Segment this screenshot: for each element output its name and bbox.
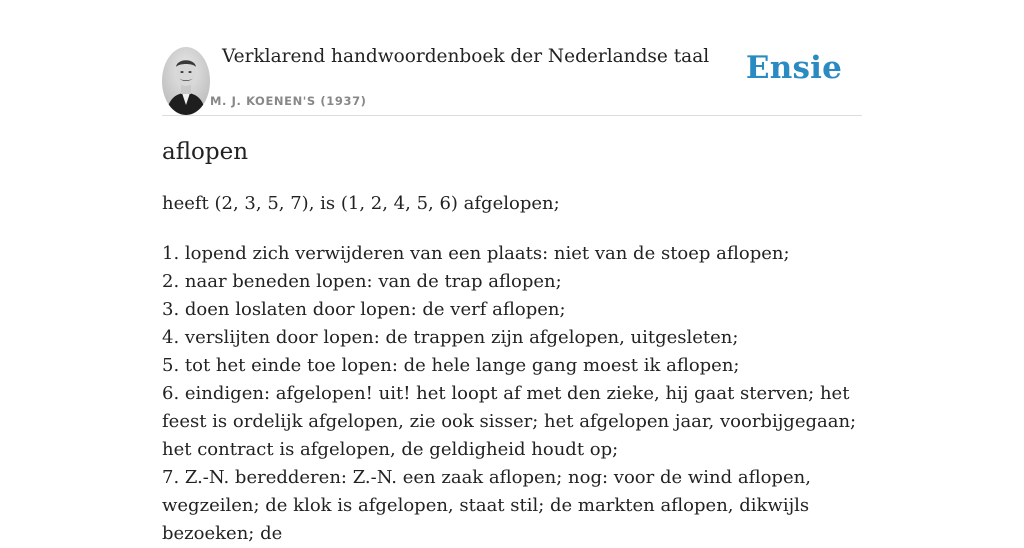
ensie-logo[interactable]: Ensie <box>745 50 842 86</box>
sense-item: 7. Z.-N. beredderen: Z.-N. een zaak aflopen; nog: voor de wind aflopen, wegzeilen; de klok is afgelopen, staat stil; de markten aflopen, dikwijls bezoeken; de <box>162 467 811 544</box>
sense-item: 3. doen loslaten door lopen: de verf aflopen; <box>162 299 566 320</box>
sense-item: 1. lopend zich verwijderen van een plaats: niet van de stoep aflopen; <box>162 243 790 264</box>
sense-item: 2. naar beneden lopen: van de trap aflopen; <box>162 271 562 292</box>
sense-list <box>162 240 864 548</box>
sense-item: 5. tot het einde toe lopen: de hele lange gang moest ik aflopen; <box>162 355 740 376</box>
book-title[interactable]: Verklarend handwoordenboek der Nederlandse taal <box>222 46 710 67</box>
sense-item: 6. eindigen: afgelopen! uit! het loopt af met den zieke, hij gaat sterven; het feest is ordelijk afgelopen, zie ook sisser; het afgelopen jaar, voorbijgegaan; het contract is afgelopen, de geldigheid houdt op; <box>162 383 857 460</box>
sense-item: 4. verslijten door lopen: de trappen zijn afgelopen, uitgesleten; <box>162 327 739 348</box>
author-portrait <box>162 47 210 115</box>
grammar-info: heeft (2, 3, 5, 7), is (1, 2, 4, 5, 6) afgelopen; <box>162 193 560 214</box>
book-author: M. J. KOENEN'S (1937) <box>210 94 367 108</box>
dictionary-header <box>162 0 862 116</box>
page-content <box>162 0 862 544</box>
headword: aflopen <box>162 139 249 165</box>
